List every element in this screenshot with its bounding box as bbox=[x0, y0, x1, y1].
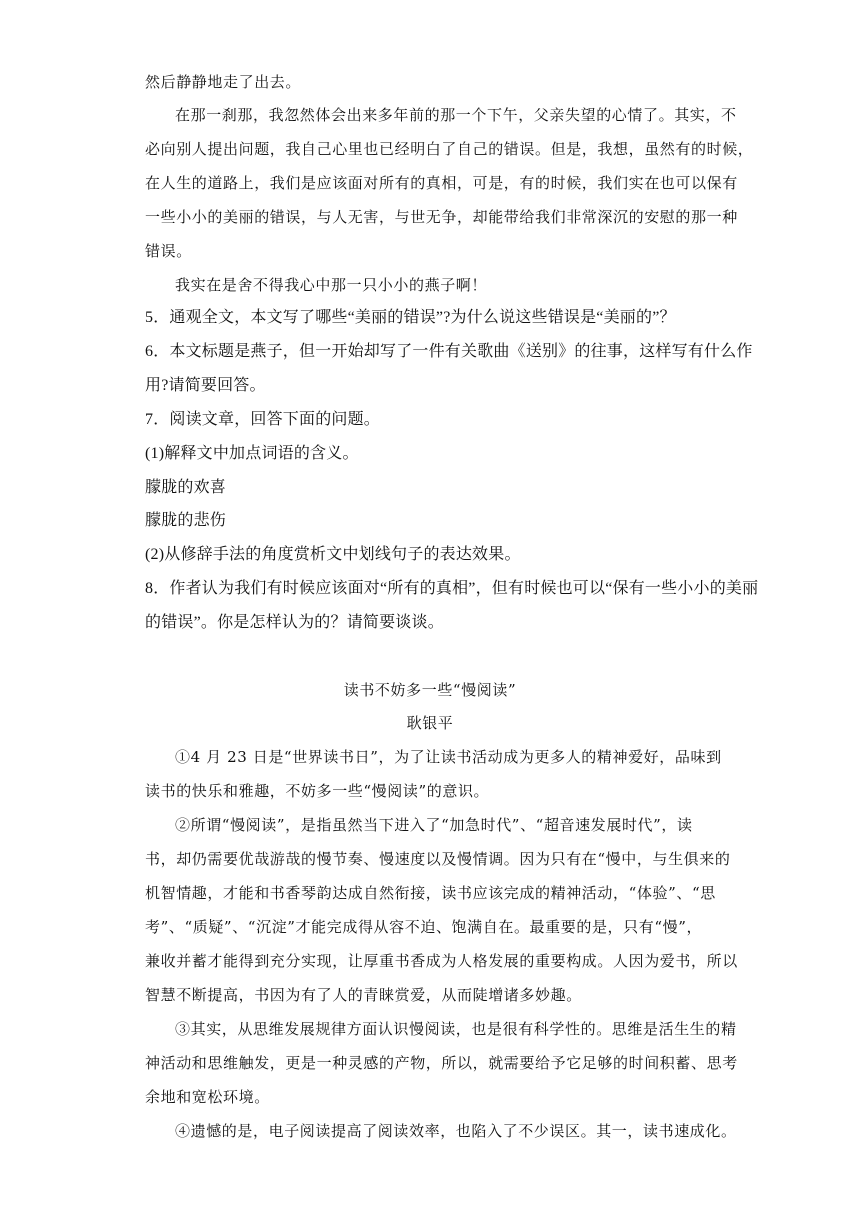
question-7-part-1: (1)解释文中加点词语的含义。 bbox=[145, 445, 359, 462]
article-paragraph-line: 机智情趣，才能和书香琴韵达成自然衔接，读书应该完成的精神活动，“体验”、“思 bbox=[145, 884, 716, 902]
article-paragraph-line: ④遗憾的是，电子阅读提高了阅读效率，也陷入了不少误区。其一，读书速成化。 bbox=[175, 1122, 737, 1140]
question-6-continued: 用?请简要回答。 bbox=[145, 377, 266, 394]
article-paragraph-line: 书，却仍需要优哉游哉的慢节奏、慢速度以及慢情调。因为只有在“慢中，与生俱来的 bbox=[145, 850, 731, 868]
article-paragraph-line: ①4 月 23 日是“世界读书日”，为了让读书活动成为更多人的精神爱好，品味到 bbox=[175, 748, 722, 766]
question-5: 5．通观全文，本文写了哪些“美丽的错误”?为什么说这些错误是“美丽的”？ bbox=[145, 309, 676, 326]
story-paragraph-line: 一些小小的美丽的错误，与人无害，与世无争，却能带给我们非常深沉的安慰的那一种 bbox=[145, 208, 738, 226]
article-paragraph-line: 读书的快乐和雅趣，不妨多一些“慢阅读”的意识。 bbox=[145, 782, 490, 800]
story-paragraph-line: 必向别人提出问题，我自己心里也已经明白了自己的错误。但是，我想，虽然有的时候， bbox=[145, 140, 754, 158]
article-author: 耿银平 bbox=[406, 714, 454, 732]
article-paragraph-line: ②所谓“慢阅读”，是指虽然当下进入了“加急时代”、“超音速发展时代”，读 bbox=[175, 816, 693, 834]
story-paragraph-line: 然后静静地走了出去。 bbox=[145, 73, 302, 91]
article-paragraph-line: 余地和宽松环境。 bbox=[145, 1088, 270, 1106]
question-6: 6．本文标题是燕子，但一开始却写了一件有关歌曲《送别》的往事，这样写有什么作 bbox=[145, 343, 753, 360]
story-paragraph-line: 在人生的道路上，我们是应该面对所有的真相，可是，有的时候，我们实在也可以保有 bbox=[145, 174, 738, 192]
question-7-term-2: 朦胧的悲伤 bbox=[145, 512, 227, 529]
question-7: 7．阅读文章，回答下面的问题。 bbox=[145, 411, 381, 428]
article-paragraph-line: 考”、“质疑”、“沉淀”才能完成得从容不迫、饱满自在。最重要的是，只有“慢”， bbox=[145, 918, 703, 936]
article-paragraph-line: ③其实，从思维发展规律方面认识慢阅读，也是很有科学性的。思维是活生生的精 bbox=[175, 1020, 737, 1038]
story-paragraph-line: 错误。 bbox=[145, 242, 192, 260]
question-7-term-1: 朦胧的欢喜 bbox=[145, 479, 227, 496]
story-paragraph-line: 在那一刹那，我忽然体会出来多年前的那一个下午，父亲失望的心情了。其实，不 bbox=[175, 106, 737, 124]
article-paragraph-line: 兼收并蓄才能得到充分实现，让厚重书香成为人格发展的重要构成。人因为爱书，所以 bbox=[145, 952, 738, 970]
article-paragraph-line: 智慧不断提高，书因为有了人的青睐赏爱，从而陡增诸多妙趣。 bbox=[145, 986, 582, 1004]
article-title: 读书不妨多一些“慢阅读” bbox=[343, 681, 517, 699]
question-8-continued: 的错误”。你是怎样认为的？请简要谈谈。 bbox=[145, 614, 444, 631]
question-7-part-2: (2)从修辞手法的角度赏析文中划线句子的表达效果。 bbox=[145, 546, 521, 563]
article-paragraph-line: 神活动和思维触发，更是一种灵感的产物，所以，就需要给予它足够的时间积蓄、思考 bbox=[145, 1054, 738, 1072]
question-8: 8．作者认为我们有时候应该面对“所有的真相”，但有时候也可以“保有一些小小的美丽 bbox=[145, 580, 759, 597]
story-closing-line: 我实在是舍不得我心中那一只小小的燕子啊！ bbox=[175, 276, 488, 294]
